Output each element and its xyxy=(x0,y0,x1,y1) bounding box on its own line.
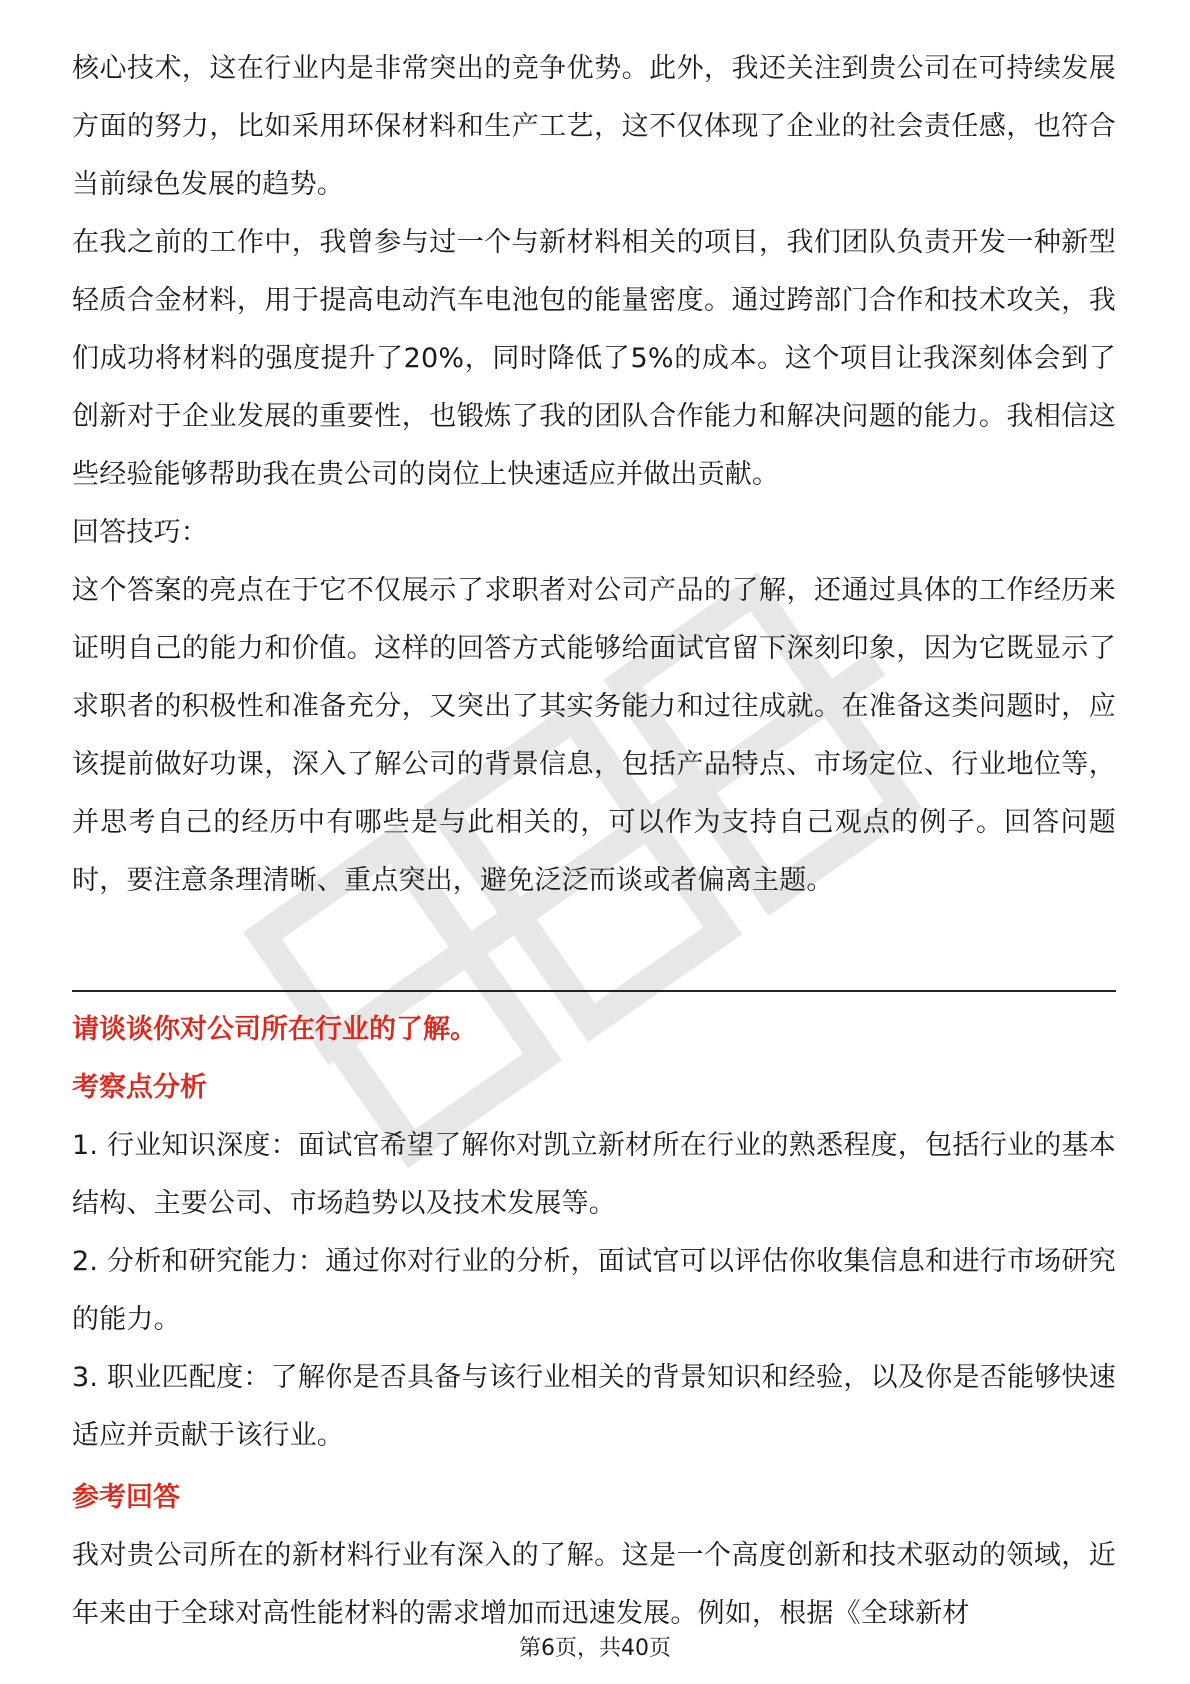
analysis-point-2: 2. 分析和研究能力：通过你对行业的分析，面试官可以评估你收集信息和进行市场研究的能力。 xyxy=(72,1246,1116,1335)
section-divider xyxy=(72,990,1116,992)
question-title: 请谈谈你对公司所在行业的了解。 xyxy=(72,1014,477,1045)
analysis-point-3: 3. 职业匹配度：了解你是否具备与该行业相关的背景知识和经验，以及你是否能够快速适应并贡献于该行业。 xyxy=(72,1362,1116,1451)
answer-tips-label: 回答技巧： xyxy=(72,517,208,548)
analysis-point-1: 1. 行业知识深度：面试官希望了解你对凯立新材所在行业的熟悉程度，包括行业的基本结构、主要公司、市场趋势以及技术发展等。 xyxy=(72,1130,1116,1219)
upper-content xyxy=(72,40,1116,910)
reference-answer-text: 我对贵公司所在的新材料行业有深入的了解。这是一个高度创新和技术驱动的领域，近年来由于全球对高性能材料的需求增加而迅速发展。例如，根据《全球新材 xyxy=(72,1540,1116,1629)
page-number: 第6页，共40页 xyxy=(519,1636,671,1661)
paragraph-project-experience: 在我之前的工作中，我曾参与过一个与新材料相关的项目，我们团队负责开发一种新型轻质合金材料，用于提高电动汽车电池包的能量密度。通过跨部门合作和技术攻关，我们成功将材料的强度提升了20%，同时降低了5%的成本。这个项目让我深刻体会到了创新对于企业发展的重要性，也锻炼了我的团队合作能力和解决问题的能力。我相信这些经验能够帮助我在贵公司的岗位上快速适应并做出贡献。 xyxy=(72,227,1116,490)
reference-heading: 参考回答 xyxy=(72,1482,180,1513)
paragraph-answer-tips: 这个答案的亮点在于它不仅展示了求职者对公司产品的了解，还通过具体的工作经历来证明自己的能力和价值。这样的回答方式能够给面试官留下深刻印象，因为它既显示了求职者的积极性和准备充分，又突出了其实务能力和过往成就。在准备这类问题时，应该提前做好功课，深入了解公司的背景信息，包括产品特点、市场定位、行业地位等，并思考自己的经历中有哪些是与此相关的，可以作为支持自己观点的例子。回答问题时，要注意条理清晰、重点突出，避免泛泛而谈或者偏离主题。 xyxy=(72,575,1116,896)
question-section xyxy=(72,1001,1116,1643)
analysis-heading: 考察点分析 xyxy=(72,1072,207,1103)
paragraph-company-advantage: 核心技术，这在行业内是非常突出的竞争优势。此外，我还关注到贵公司在可持续发展方面的努力，比如采用环保材料和生产工艺，这不仅体现了企业的社会责任感，也符合当前绿色发展的趋势。 xyxy=(72,53,1116,200)
